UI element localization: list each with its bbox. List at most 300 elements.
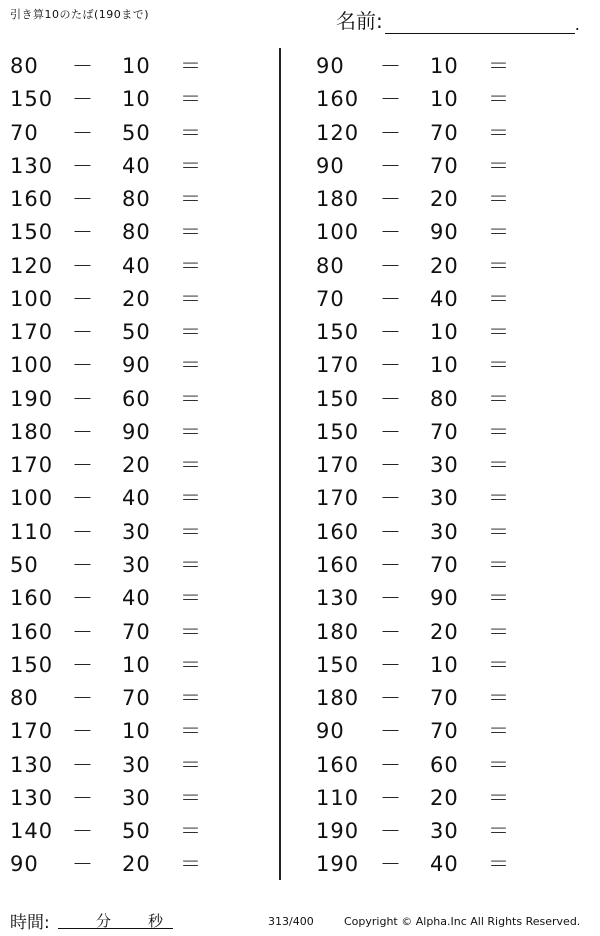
minus-sign: － <box>72 120 93 145</box>
problem-row <box>0 349 280 382</box>
minuend: 150 <box>316 419 360 444</box>
problem-row <box>300 150 580 183</box>
equals-sign: ＝ <box>488 87 509 112</box>
minutes-unit: 分 <box>96 912 112 930</box>
minuend: 90 <box>10 852 39 877</box>
equals-sign: ＝ <box>488 686 509 711</box>
answer-space[interactable] <box>205 216 270 246</box>
answer-space[interactable] <box>205 848 270 878</box>
subtrahend: 40 <box>430 852 459 877</box>
subtrahend: 80 <box>122 187 151 212</box>
equals-sign: ＝ <box>180 87 201 112</box>
copyright-notice: Copyright © Alpha.Inc All Rights Reserved. <box>344 915 581 928</box>
minus-sign: － <box>380 87 401 112</box>
minus-sign: － <box>72 220 93 245</box>
subtrahend: 70 <box>430 419 459 444</box>
answer-space[interactable] <box>205 383 270 413</box>
minus-sign: － <box>72 453 93 478</box>
minuend: 90 <box>316 54 345 78</box>
minus-sign: － <box>380 320 401 345</box>
minus-sign: － <box>72 752 93 777</box>
minus-sign: － <box>380 220 401 245</box>
minuend: 170 <box>316 453 360 478</box>
answer-space[interactable] <box>505 815 570 845</box>
answer-space[interactable] <box>205 549 270 579</box>
equals-sign: ＝ <box>488 220 509 245</box>
equals-sign: ＝ <box>488 187 509 212</box>
answer-space[interactable] <box>505 150 570 180</box>
equals-sign: ＝ <box>180 652 201 677</box>
answer-space[interactable] <box>205 682 270 712</box>
equals-sign: ＝ <box>180 187 201 212</box>
problem-row <box>300 649 580 682</box>
answer-space[interactable] <box>505 283 570 313</box>
worksheet-title: 引き算10のたば(190まで) <box>10 8 150 21</box>
problem-row <box>300 848 580 881</box>
equals-sign: ＝ <box>488 54 509 78</box>
problem-row <box>300 682 580 715</box>
problem-row <box>300 183 580 216</box>
minuend: 120 <box>316 120 360 145</box>
problem-row <box>0 150 280 183</box>
minus-sign: － <box>380 586 401 611</box>
equals-sign: ＝ <box>488 120 509 145</box>
minuend: 100 <box>10 353 54 378</box>
minus-sign: － <box>72 353 93 378</box>
minuend: 160 <box>10 586 54 611</box>
minuend: 100 <box>316 220 360 245</box>
answer-space[interactable] <box>505 416 570 446</box>
problem-row <box>300 616 580 649</box>
equals-sign: ＝ <box>180 220 201 245</box>
minus-sign: － <box>72 586 93 611</box>
equals-sign: ＝ <box>488 552 509 577</box>
subtrahend: 30 <box>122 785 151 810</box>
answer-space[interactable] <box>505 715 570 745</box>
answer-space[interactable] <box>205 482 270 512</box>
problem-row <box>300 383 580 416</box>
answer-space[interactable] <box>205 416 270 446</box>
subtrahend: 50 <box>122 819 151 844</box>
subtrahend: 30 <box>122 552 151 577</box>
equals-sign: ＝ <box>488 286 509 311</box>
problem-row <box>300 83 580 116</box>
subtrahend: 40 <box>122 153 151 178</box>
problem-row <box>0 516 280 549</box>
subtrahend: 90 <box>122 419 151 444</box>
subtrahend: 10 <box>430 652 459 677</box>
problem-row <box>300 516 580 549</box>
minus-sign: － <box>72 386 93 411</box>
answer-space[interactable] <box>505 749 570 779</box>
subtrahend: 10 <box>430 87 459 112</box>
page-number: 313/400 <box>268 915 314 928</box>
subtrahend: 40 <box>122 253 151 278</box>
subtrahend: 20 <box>122 852 151 877</box>
minuend: 150 <box>316 320 360 345</box>
answer-space[interactable] <box>505 216 570 246</box>
problem-row <box>0 250 280 283</box>
minus-sign: － <box>72 652 93 677</box>
answer-space[interactable] <box>505 848 570 878</box>
minus-sign: － <box>380 619 401 644</box>
equals-sign: ＝ <box>180 120 201 145</box>
minuend: 150 <box>10 652 54 677</box>
subtrahend: 20 <box>122 286 151 311</box>
subtrahend: 70 <box>122 686 151 711</box>
equals-sign: ＝ <box>488 519 509 544</box>
equals-sign: ＝ <box>488 419 509 444</box>
answer-space[interactable] <box>205 283 270 313</box>
equals-sign: ＝ <box>180 819 201 844</box>
problem-row <box>300 749 580 782</box>
subtrahend: 10 <box>122 54 151 78</box>
problem-row <box>300 316 580 349</box>
minuend: 160 <box>316 87 360 112</box>
seconds-unit: 秒 <box>148 912 164 930</box>
equals-sign: ＝ <box>488 453 509 478</box>
minuend: 180 <box>316 686 360 711</box>
equals-sign: ＝ <box>488 752 509 777</box>
answer-space[interactable] <box>505 449 570 479</box>
minus-sign: － <box>72 54 93 78</box>
minuend: 160 <box>10 187 54 212</box>
subtrahend: 90 <box>430 220 459 245</box>
problem-row <box>0 682 280 715</box>
subtrahend: 10 <box>122 652 151 677</box>
equals-sign: ＝ <box>180 419 201 444</box>
problem-row <box>0 715 280 748</box>
subtrahend: 80 <box>122 220 151 245</box>
minuend: 170 <box>10 719 54 744</box>
minus-sign: － <box>380 286 401 311</box>
answer-space[interactable] <box>205 183 270 213</box>
minus-sign: － <box>380 120 401 145</box>
answer-space[interactable] <box>505 616 570 646</box>
problem-row <box>0 183 280 216</box>
equals-sign: ＝ <box>488 153 509 178</box>
problem-row <box>0 815 280 848</box>
minuend: 80 <box>10 54 39 78</box>
minus-sign: － <box>72 187 93 212</box>
minus-sign: － <box>72 320 93 345</box>
minuend: 80 <box>10 686 39 711</box>
name-blank-line[interactable] <box>385 15 575 34</box>
subtrahend: 20 <box>430 187 459 212</box>
minus-sign: － <box>72 486 93 511</box>
subtrahend: 70 <box>430 153 459 178</box>
problem-row <box>300 782 580 815</box>
answer-space[interactable] <box>205 349 270 379</box>
equals-sign: ＝ <box>488 586 509 611</box>
name-label: 名前: <box>336 9 383 33</box>
problem-row <box>0 749 280 782</box>
answer-space[interactable] <box>505 649 570 679</box>
problem-row <box>300 449 580 482</box>
minuend: 150 <box>316 386 360 411</box>
problem-row <box>300 117 580 150</box>
equals-sign: ＝ <box>180 486 201 511</box>
subtrahend: 70 <box>122 619 151 644</box>
problem-row <box>0 283 280 316</box>
minus-sign: － <box>380 253 401 278</box>
subtrahend: 10 <box>430 320 459 345</box>
answer-space[interactable] <box>205 83 270 113</box>
equals-sign: ＝ <box>488 785 509 810</box>
answer-space[interactable] <box>205 616 270 646</box>
subtrahend: 70 <box>430 686 459 711</box>
minuend: 160 <box>316 752 360 777</box>
equals-sign: ＝ <box>180 386 201 411</box>
equals-sign: ＝ <box>488 619 509 644</box>
answer-space[interactable] <box>505 349 570 379</box>
minuend: 90 <box>316 153 345 178</box>
minus-sign: － <box>72 552 93 577</box>
equals-sign: ＝ <box>488 819 509 844</box>
answer-space[interactable] <box>505 83 570 113</box>
subtrahend: 80 <box>430 386 459 411</box>
problem-row <box>300 283 580 316</box>
subtrahend: 70 <box>430 552 459 577</box>
minuend: 130 <box>10 785 54 810</box>
minus-sign: － <box>72 286 93 311</box>
equals-sign: ＝ <box>180 719 201 744</box>
answer-space[interactable] <box>505 250 570 280</box>
subtrahend: 30 <box>430 486 459 511</box>
answer-space[interactable] <box>505 117 570 147</box>
problem-row <box>0 117 280 150</box>
equals-sign: ＝ <box>180 852 201 877</box>
minus-sign: － <box>72 719 93 744</box>
subtrahend: 20 <box>430 619 459 644</box>
equals-sign: ＝ <box>180 153 201 178</box>
equals-sign: ＝ <box>180 286 201 311</box>
answer-space[interactable] <box>205 749 270 779</box>
answer-space[interactable] <box>505 782 570 812</box>
equals-sign: ＝ <box>180 519 201 544</box>
answer-space[interactable] <box>505 183 570 213</box>
minus-sign: － <box>380 552 401 577</box>
equals-sign: ＝ <box>180 253 201 278</box>
minuend: 150 <box>10 87 54 112</box>
minuend: 170 <box>316 486 360 511</box>
subtrahend: 90 <box>122 353 151 378</box>
minus-sign: － <box>380 353 401 378</box>
minus-sign: － <box>380 54 401 78</box>
answer-space[interactable] <box>205 782 270 812</box>
equals-sign: ＝ <box>488 353 509 378</box>
subtrahend: 20 <box>122 453 151 478</box>
minus-sign: － <box>72 419 93 444</box>
answer-space[interactable] <box>505 549 570 579</box>
problem-row <box>0 416 280 449</box>
minus-sign: － <box>380 153 401 178</box>
problem-row <box>0 782 280 815</box>
problem-row <box>0 316 280 349</box>
minus-sign: － <box>72 819 93 844</box>
minus-sign: － <box>72 253 93 278</box>
minuend: 100 <box>10 486 54 511</box>
minuend: 160 <box>316 552 360 577</box>
name-end-mark: . <box>574 15 580 34</box>
answer-space[interactable] <box>205 316 270 346</box>
answer-space[interactable] <box>505 516 570 546</box>
subtrahend: 50 <box>122 120 151 145</box>
equals-sign: ＝ <box>180 686 201 711</box>
problem-column-right <box>300 50 580 882</box>
equals-sign: ＝ <box>488 386 509 411</box>
equals-sign: ＝ <box>488 486 509 511</box>
subtrahend: 30 <box>122 752 151 777</box>
minuend: 160 <box>316 519 360 544</box>
subtrahend: 30 <box>122 519 151 544</box>
subtrahend: 60 <box>430 752 459 777</box>
problem-row <box>0 549 280 582</box>
problem-row <box>0 449 280 482</box>
subtrahend: 10 <box>122 87 151 112</box>
answer-space[interactable] <box>205 117 270 147</box>
subtrahend: 30 <box>430 819 459 844</box>
minus-sign: － <box>380 486 401 511</box>
time-label: 時間: <box>10 913 50 933</box>
subtrahend: 90 <box>430 586 459 611</box>
minuend: 50 <box>10 552 39 577</box>
problem-row <box>300 815 580 848</box>
subtrahend: 70 <box>430 719 459 744</box>
answer-space[interactable] <box>205 516 270 546</box>
subtrahend: 30 <box>430 519 459 544</box>
minus-sign: － <box>380 819 401 844</box>
problem-row <box>0 83 280 116</box>
answer-space[interactable] <box>205 50 270 80</box>
equals-sign: ＝ <box>488 253 509 278</box>
minuend: 180 <box>10 419 54 444</box>
minus-sign: － <box>380 187 401 212</box>
subtrahend: 50 <box>122 320 151 345</box>
subtrahend: 10 <box>430 353 459 378</box>
subtrahend: 10 <box>122 719 151 744</box>
subtrahend: 40 <box>122 586 151 611</box>
problem-row <box>300 549 580 582</box>
answer-space[interactable] <box>205 250 270 280</box>
minus-sign: － <box>380 686 401 711</box>
minuend: 150 <box>10 220 54 245</box>
minuend: 110 <box>10 519 54 544</box>
problem-row <box>300 482 580 515</box>
minus-sign: － <box>72 852 93 877</box>
minus-sign: － <box>380 752 401 777</box>
minuend: 70 <box>316 286 345 311</box>
problem-row <box>300 50 580 83</box>
answer-space[interactable] <box>505 383 570 413</box>
problem-column-left <box>0 50 280 882</box>
minuend: 80 <box>316 253 345 278</box>
answer-space[interactable] <box>205 649 270 679</box>
minuend: 190 <box>316 819 360 844</box>
problem-row <box>300 582 580 615</box>
answer-space[interactable] <box>205 449 270 479</box>
minuend: 70 <box>10 120 39 145</box>
minuend: 130 <box>10 752 54 777</box>
equals-sign: ＝ <box>488 852 509 877</box>
minuend: 150 <box>316 652 360 677</box>
minuend: 180 <box>316 619 360 644</box>
equals-sign: ＝ <box>488 719 509 744</box>
subtrahend: 10 <box>430 54 459 78</box>
problem-row <box>300 416 580 449</box>
name-field <box>336 5 580 34</box>
equals-sign: ＝ <box>180 320 201 345</box>
equals-sign: ＝ <box>180 586 201 611</box>
minus-sign: － <box>72 785 93 810</box>
subtrahend: 20 <box>430 253 459 278</box>
answer-space[interactable] <box>205 582 270 612</box>
answer-space[interactable] <box>505 316 570 346</box>
minus-sign: － <box>72 153 93 178</box>
minuend: 190 <box>10 386 54 411</box>
equals-sign: ＝ <box>180 785 201 810</box>
problem-row <box>0 216 280 249</box>
equals-sign: ＝ <box>180 752 201 777</box>
answer-space[interactable] <box>505 50 570 80</box>
problem-row <box>0 616 280 649</box>
problem-row <box>300 715 580 748</box>
minuend: 160 <box>10 619 54 644</box>
answer-space[interactable] <box>205 815 270 845</box>
minus-sign: － <box>380 719 401 744</box>
equals-sign: ＝ <box>180 619 201 644</box>
minus-sign: － <box>380 652 401 677</box>
minuend: 120 <box>10 253 54 278</box>
minus-sign: － <box>380 386 401 411</box>
minuend: 170 <box>10 453 54 478</box>
minus-sign: － <box>72 686 93 711</box>
minuend: 180 <box>316 187 360 212</box>
minus-sign: － <box>72 519 93 544</box>
subtrahend: 40 <box>430 286 459 311</box>
answer-space[interactable] <box>505 682 570 712</box>
minus-sign: － <box>380 453 401 478</box>
minus-sign: － <box>72 619 93 644</box>
answer-space[interactable] <box>205 150 270 180</box>
subtrahend: 40 <box>122 486 151 511</box>
equals-sign: ＝ <box>180 552 201 577</box>
subtrahend: 60 <box>122 386 151 411</box>
problem-row <box>0 482 280 515</box>
problem-row <box>300 250 580 283</box>
minuend: 100 <box>10 286 54 311</box>
answer-space[interactable] <box>205 715 270 745</box>
minus-sign: － <box>72 87 93 112</box>
minuend: 140 <box>10 819 54 844</box>
equals-sign: ＝ <box>180 54 201 78</box>
problem-row <box>0 383 280 416</box>
minus-sign: － <box>380 519 401 544</box>
problem-row <box>0 848 280 881</box>
minuend: 190 <box>316 852 360 877</box>
minus-sign: － <box>380 852 401 877</box>
answer-space[interactable] <box>505 482 570 512</box>
subtrahend: 70 <box>430 120 459 145</box>
answer-space[interactable] <box>505 582 570 612</box>
minus-sign: － <box>380 419 401 444</box>
equals-sign: ＝ <box>488 652 509 677</box>
minuend: 170 <box>316 353 360 378</box>
minuend: 130 <box>10 153 54 178</box>
equals-sign: ＝ <box>180 353 201 378</box>
equals-sign: ＝ <box>488 320 509 345</box>
problem-row <box>300 349 580 382</box>
